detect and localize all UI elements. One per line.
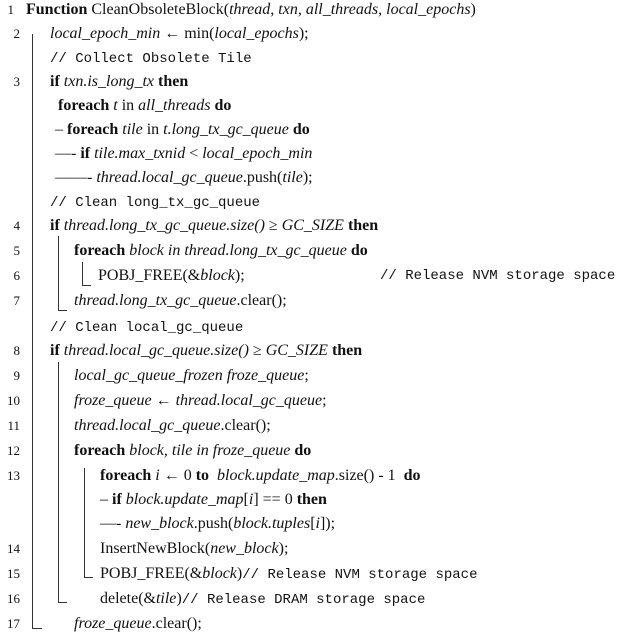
code-text: ≥ xyxy=(248,342,266,359)
algorithm-line xyxy=(0,562,623,586)
line-code xyxy=(74,612,202,636)
line-code xyxy=(55,142,312,166)
line-code xyxy=(50,22,309,46)
line-number: 3 xyxy=(13,74,20,89)
keyword: foreach xyxy=(100,467,156,484)
line-number: 8 xyxy=(13,343,20,358)
identifier: t xyxy=(113,97,118,114)
algorithm-line xyxy=(0,364,623,388)
keyword: then xyxy=(327,342,363,359)
line-code xyxy=(100,488,327,512)
code-text: .push( xyxy=(193,515,234,532)
code-comment: // Clean local_gc_queue xyxy=(50,320,244,336)
code-text: – xyxy=(55,121,67,138)
keyword: foreach xyxy=(74,442,130,459)
line-code xyxy=(100,464,421,488)
algorithm-line xyxy=(0,118,623,142)
identifier: local_epoch_min xyxy=(50,25,161,42)
code-text: [ xyxy=(310,515,316,532)
line-code xyxy=(50,339,362,363)
line-number: 12 xyxy=(7,443,20,458)
code-text: in xyxy=(117,97,139,114)
keyword: if xyxy=(50,217,64,234)
algorithm-line xyxy=(0,488,623,512)
code-text: – xyxy=(100,491,112,508)
code-comment: // Release NVM storage space xyxy=(242,567,478,583)
code-text: in xyxy=(142,121,164,138)
algorithm-line xyxy=(0,464,623,488)
line-code xyxy=(74,389,327,413)
identifier: all_threads xyxy=(138,97,211,114)
keyword: if xyxy=(112,491,126,508)
identifier: new_block xyxy=(125,515,194,532)
algorithm-line xyxy=(0,214,623,238)
line-code xyxy=(55,118,310,142)
identifier: txn.is_long_tx xyxy=(63,73,154,90)
identifier: i xyxy=(155,467,160,484)
code-text: ); xyxy=(278,540,289,557)
identifier: tile xyxy=(155,590,177,607)
line-code xyxy=(74,439,311,463)
code-text: ); xyxy=(298,25,309,42)
code-text: ← 0 xyxy=(159,467,196,484)
code-text: ) xyxy=(176,590,182,607)
line-number: 5 xyxy=(13,243,20,258)
code-text: POBJ_FREE(& xyxy=(100,565,203,582)
line-number: 16 xyxy=(7,591,20,606)
line-code xyxy=(74,364,309,388)
code-text: .push( xyxy=(242,169,283,186)
code-text: ← min( xyxy=(160,25,215,42)
line-code xyxy=(50,315,243,340)
keyword: do xyxy=(399,467,421,484)
identifier: GC_SIZE xyxy=(281,217,344,234)
identifier: froze_queue xyxy=(74,615,152,632)
line-number: 11 xyxy=(7,418,20,433)
line-number: 15 xyxy=(7,566,20,581)
keyword: do xyxy=(346,242,368,259)
identifier: tile xyxy=(282,169,303,186)
line-code xyxy=(100,562,477,587)
code-text: .size() - 1 xyxy=(334,467,400,484)
line-code xyxy=(50,214,378,238)
identifier: block.update_map xyxy=(125,491,244,508)
identifier: thread.local_gc_queue xyxy=(96,169,243,186)
code-text: ]); xyxy=(319,515,336,532)
code-text: ; xyxy=(304,367,309,384)
line-code xyxy=(50,190,260,215)
keyword: to xyxy=(195,467,214,484)
keyword: if xyxy=(50,342,64,359)
line-number: 9 xyxy=(13,368,20,383)
line-number: 17 xyxy=(7,616,20,631)
identifier: thread.long_tx_gc_queue.size() xyxy=(63,217,265,234)
line-code xyxy=(26,0,476,22)
identifier: t.long_tx_gc_queue xyxy=(163,121,289,138)
algorithm-line xyxy=(0,0,623,22)
line-code xyxy=(58,94,231,118)
keyword: do xyxy=(290,442,312,459)
identifier: block xyxy=(200,267,235,284)
algorithm-line xyxy=(0,70,623,94)
identifier: i xyxy=(315,515,320,532)
code-text: ) xyxy=(236,565,243,582)
keyword: if xyxy=(80,145,95,162)
identifier: thread.local_gc_queue.size() xyxy=(63,342,249,359)
line-code xyxy=(55,166,313,190)
code-text: ); xyxy=(234,267,245,284)
keyword: foreach xyxy=(58,97,114,114)
code-comment: // Collect Obsolete Tile xyxy=(50,51,252,67)
keyword: then xyxy=(296,491,327,508)
code-text: ] == 0 xyxy=(253,491,297,508)
code-comment: // Release NVM storage space xyxy=(380,268,616,284)
code-text: —- xyxy=(55,145,81,162)
code-text: ); xyxy=(302,169,313,186)
identifier: block in thread.long_tx_gc_queue xyxy=(129,242,347,259)
line-number: 2 xyxy=(13,26,20,41)
code-text: —- xyxy=(100,515,126,532)
algorithm-line xyxy=(0,339,623,363)
identifier: tile xyxy=(122,121,143,138)
line-code xyxy=(50,70,188,94)
algorithm-line xyxy=(0,46,623,70)
algorithm-line xyxy=(0,439,623,463)
algorithm-line xyxy=(0,315,623,339)
code-text: [ xyxy=(243,491,249,508)
algorithm-line xyxy=(0,587,623,611)
identifier: i xyxy=(248,491,254,508)
keyword: foreach xyxy=(67,121,123,138)
keyword: Function xyxy=(26,1,92,18)
code-text: ← xyxy=(151,392,176,409)
identifier: GC_SIZE xyxy=(265,342,328,359)
algorithm-line xyxy=(0,94,623,118)
identifier: block xyxy=(202,565,237,582)
line-number: 7 xyxy=(13,293,20,308)
identifier: block.update_map xyxy=(213,467,335,484)
code-text: ≥ xyxy=(264,217,282,234)
code-text: POBJ_FREE(& xyxy=(98,267,201,284)
algorithm-line xyxy=(0,389,623,413)
line-code xyxy=(74,289,287,313)
algorithm-line xyxy=(0,264,623,288)
identifier: local_gc_queue_frozen froze_queue xyxy=(74,367,305,384)
line-code xyxy=(74,414,271,438)
keyword: do xyxy=(210,97,232,114)
line-number: 1 xyxy=(7,2,14,17)
line-code xyxy=(100,587,425,612)
identifier: froze_queue xyxy=(74,392,152,409)
identifier: new_block xyxy=(210,540,279,557)
line-number: 6 xyxy=(13,268,20,283)
code-text: < xyxy=(185,145,203,162)
line-number: 4 xyxy=(13,218,20,233)
identifier: thread.local_gc_queue xyxy=(175,392,323,409)
algorithm-line xyxy=(0,166,623,190)
identifier: thread, txn, all_threads, local_epochs xyxy=(229,1,471,18)
algorithm-line xyxy=(0,612,623,636)
code-text: CleanObsoleteBlock( xyxy=(91,1,230,18)
algorithm-line xyxy=(0,289,623,313)
code-text: .clear(); xyxy=(220,417,271,434)
line-code xyxy=(74,239,368,263)
algorithm-line xyxy=(0,190,623,214)
algorithm-line xyxy=(0,414,623,438)
line-code xyxy=(98,264,245,288)
algorithm-line xyxy=(0,22,623,46)
code-comment: // Release DRAM storage space xyxy=(181,592,426,608)
algorithm-line xyxy=(0,142,623,166)
algorithm-line xyxy=(0,512,623,536)
algorithm-line xyxy=(0,239,623,263)
algorithm-line xyxy=(0,537,623,561)
identifier: tile.max_txnid xyxy=(94,145,186,162)
identifier: local_epoch_min xyxy=(202,145,313,162)
line-code xyxy=(100,537,288,561)
code-text: ; xyxy=(322,392,327,409)
identifier: block.tuples xyxy=(233,515,311,532)
code-text: delete(& xyxy=(100,590,156,607)
keyword: then xyxy=(343,217,379,234)
line-number: 13 xyxy=(7,468,20,483)
identifier: block, tile in froze_queue xyxy=(129,442,291,459)
line-code xyxy=(100,512,335,536)
line-code xyxy=(50,46,252,71)
identifier: thread.local_gc_queue xyxy=(74,417,221,434)
line-number: 14 xyxy=(7,541,20,556)
code-comment: // Clean long_tx_gc_queue xyxy=(50,195,261,211)
code-text: InsertNewBlock( xyxy=(100,540,211,557)
code-text: .clear(); xyxy=(151,615,202,632)
identifier: thread.long_tx_gc_queue xyxy=(74,292,237,309)
keyword: if xyxy=(50,73,64,90)
code-text: .clear(); xyxy=(236,292,287,309)
keyword: foreach xyxy=(74,242,130,259)
identifier: local_epochs xyxy=(214,25,299,42)
keyword: do xyxy=(288,121,310,138)
code-text: ——- xyxy=(55,169,97,186)
keyword: then xyxy=(154,73,189,90)
line-number: 10 xyxy=(7,393,20,408)
code-text: ) xyxy=(470,1,476,18)
